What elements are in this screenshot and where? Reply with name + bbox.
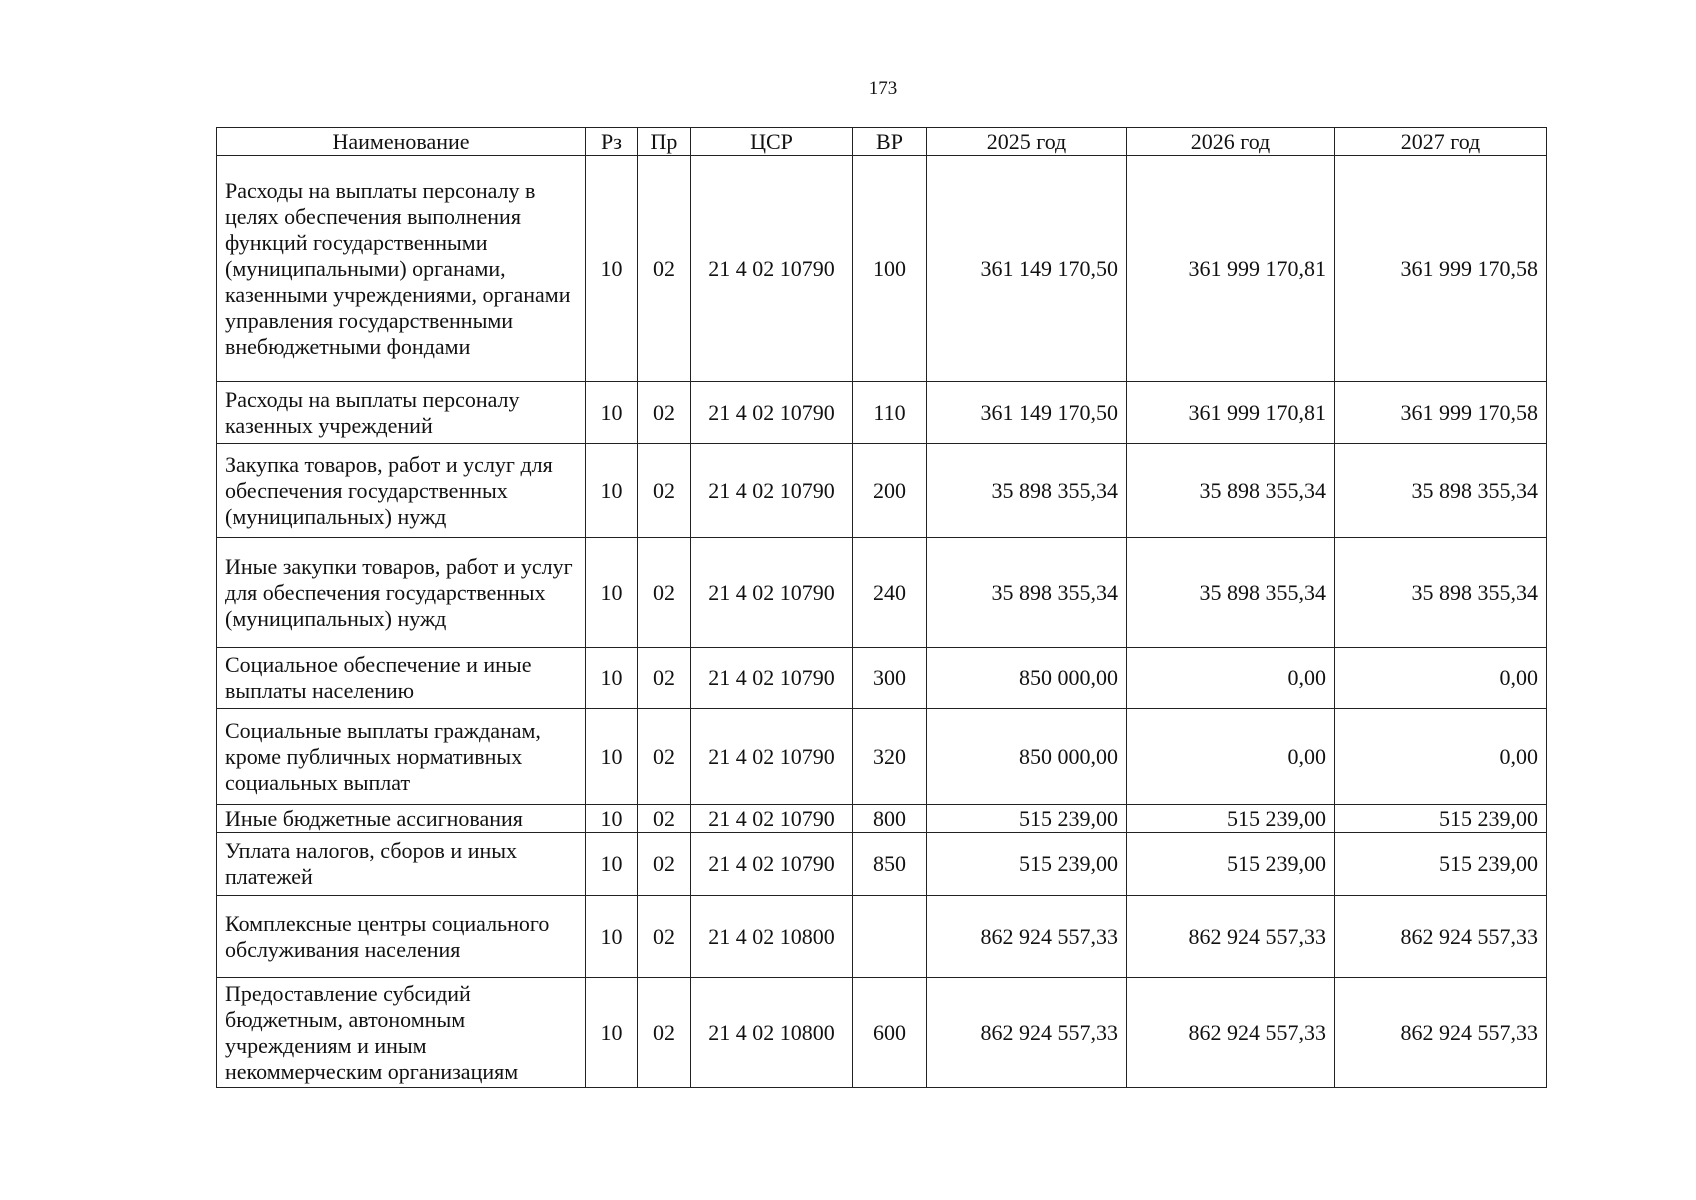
row-2026: 515 239,00 [1127,833,1335,896]
row-2026: 862 924 557,33 [1127,896,1335,978]
table-row [217,896,1547,978]
row-vr: 200 [853,444,927,538]
row-csr: 21 4 02 10790 [691,833,853,896]
table-row [217,805,1547,833]
row-pr: 02 [638,805,691,833]
row-name: Расходы на выплаты персоналу казенных учреждений [217,382,586,444]
column-header-2025: 2025 год [927,128,1127,156]
row-rz: 10 [586,156,638,382]
row-2025: 515 239,00 [927,833,1127,896]
row-2027: 0,00 [1335,709,1547,805]
row-name: Предоставление субсидий бюджетным, автономным учреждениям и иным некоммерческим организациям [217,978,586,1088]
column-header-rz: Рз [586,128,638,156]
row-pr: 02 [638,382,691,444]
column-header-name: Наименование [217,128,586,156]
row-vr: 300 [853,648,927,709]
row-name: Социальные выплаты гражданам, кроме публичных нормативных социальных выплат [217,709,586,805]
row-name: Иные бюджетные ассигнования [217,805,586,833]
row-2025: 862 924 557,33 [927,978,1127,1088]
row-csr: 21 4 02 10800 [691,978,853,1088]
row-2025: 850 000,00 [927,709,1127,805]
row-2027: 862 924 557,33 [1335,978,1547,1088]
row-pr: 02 [638,648,691,709]
row-vr: 800 [853,805,927,833]
table-row [217,382,1547,444]
row-2025: 361 149 170,50 [927,156,1127,382]
row-vr: 320 [853,709,927,805]
row-pr: 02 [638,709,691,805]
row-2027: 361 999 170,58 [1335,156,1547,382]
table-row [217,538,1547,648]
row-vr: 600 [853,978,927,1088]
table-row [217,833,1547,896]
row-csr: 21 4 02 10790 [691,382,853,444]
row-2026: 35 898 355,34 [1127,538,1335,648]
header-row [217,128,1547,156]
row-2025: 361 149 170,50 [927,382,1127,444]
column-header-vr: ВР [853,128,927,156]
row-vr: 110 [853,382,927,444]
row-csr: 21 4 02 10790 [691,805,853,833]
row-2025: 862 924 557,33 [927,896,1127,978]
table-row [217,444,1547,538]
table-row [217,156,1547,382]
row-vr: 100 [853,156,927,382]
row-2027: 35 898 355,34 [1335,444,1547,538]
row-2026: 862 924 557,33 [1127,978,1335,1088]
row-2026: 0,00 [1127,648,1335,709]
row-pr: 02 [638,978,691,1088]
column-header-csr: ЦСР [691,128,853,156]
row-2027: 0,00 [1335,648,1547,709]
row-csr: 21 4 02 10790 [691,444,853,538]
row-2025: 35 898 355,34 [927,444,1127,538]
row-2025: 515 239,00 [927,805,1127,833]
row-pr: 02 [638,538,691,648]
row-csr: 21 4 02 10790 [691,648,853,709]
table-row [217,648,1547,709]
row-2025: 850 000,00 [927,648,1127,709]
row-csr: 21 4 02 10790 [691,538,853,648]
row-name: Закупка товаров, работ и услуг для обеспечения государственных (муниципальных) нужд [217,444,586,538]
row-2027: 515 239,00 [1335,833,1547,896]
row-2026: 361 999 170,81 [1127,156,1335,382]
row-rz: 10 [586,648,638,709]
row-2025: 35 898 355,34 [927,538,1127,648]
row-name: Социальное обеспечение и иные выплаты населению [217,648,586,709]
row-2026: 361 999 170,81 [1127,382,1335,444]
row-rz: 10 [586,444,638,538]
row-rz: 10 [586,833,638,896]
row-csr: 21 4 02 10790 [691,709,853,805]
row-vr: 850 [853,833,927,896]
row-name: Комплексные центры социального обслуживания населения [217,896,586,978]
row-csr: 21 4 02 10790 [691,156,853,382]
row-2027: 862 924 557,33 [1335,896,1547,978]
row-2027: 515 239,00 [1335,805,1547,833]
row-vr: 240 [853,538,927,648]
row-pr: 02 [638,444,691,538]
row-csr: 21 4 02 10800 [691,896,853,978]
row-rz: 10 [586,538,638,648]
table-row [217,978,1547,1088]
budget-table [216,127,1547,1088]
row-rz: 10 [586,805,638,833]
row-name: Иные закупки товаров, работ и услуг для обеспечения государственных (муниципальных) нужд [217,538,586,648]
row-2027: 361 999 170,58 [1335,382,1547,444]
row-2026: 515 239,00 [1127,805,1335,833]
row-2027: 35 898 355,34 [1335,538,1547,648]
row-pr: 02 [638,833,691,896]
page-number: 173 [868,78,898,99]
row-name: Расходы на выплаты персоналу в целях обеспечения выполнения функций государственными (муниципальными) органами, казенными учреждениями, органами управления государственными внебюджетными фондами [217,156,586,382]
column-header-2026: 2026 год [1127,128,1335,156]
row-rz: 10 [586,709,638,805]
row-name: Уплата налогов, сборов и иных платежей [217,833,586,896]
row-vr [853,896,927,978]
table-row [217,709,1547,805]
column-header-pr: Пр [638,128,691,156]
row-pr: 02 [638,896,691,978]
row-2026: 0,00 [1127,709,1335,805]
row-pr: 02 [638,156,691,382]
row-rz: 10 [586,382,638,444]
column-header-2027: 2027 год [1335,128,1547,156]
row-rz: 10 [586,896,638,978]
row-2026: 35 898 355,34 [1127,444,1335,538]
row-rz: 10 [586,978,638,1088]
